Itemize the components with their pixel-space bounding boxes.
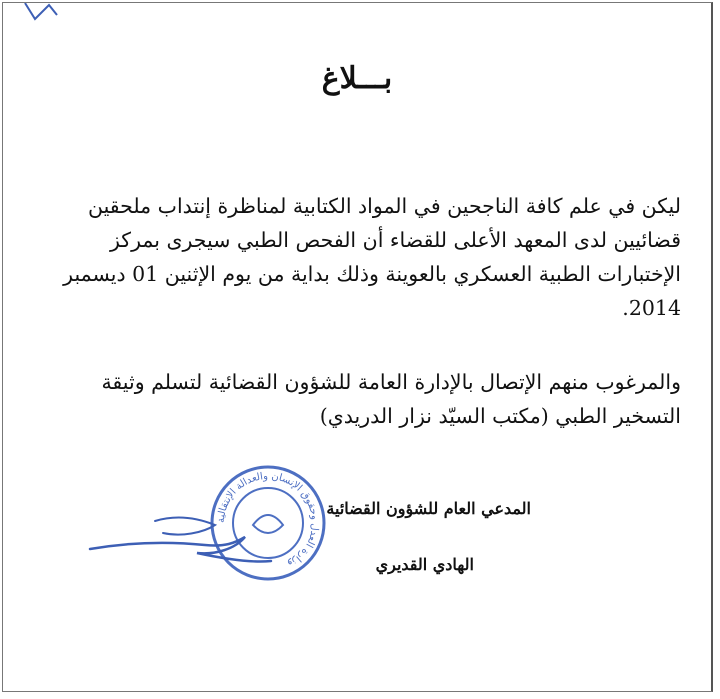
stamp-ring-text: وزارة العدل وحقوق الإنسان والعدالة الإنتقالية — [215, 470, 321, 570]
pen-corner-mark — [23, 3, 93, 27]
document-page — [2, 2, 713, 692]
paragraph-line: قضائيين لدى المعهد الأعلى للقضاء أن الفحص الطبي سيجرى بمركز — [110, 228, 681, 252]
document-title: بـــلاغ — [321, 61, 393, 96]
paragraph-announcement — [29, 189, 681, 325]
handwritten-signature — [85, 503, 275, 573]
signer-name: الهادي القديري — [375, 555, 474, 574]
paragraph-line: الإختبارات الطبية العسكري بالعوينة وذلك بداية من يوم الإثنين 01 ديسمبر — [63, 262, 681, 286]
paragraph-line: ليكن في علم كافة الناجحين في المواد الكتابية لمناظرة إنتداب ملحقين — [87, 194, 681, 218]
paragraph-line: والمرغوب منهم الإتصال بالإدارة العامة للشؤون القضائية لتسلم وثيقة — [101, 370, 681, 394]
paragraph-line: 2014. — [622, 296, 681, 320]
title-block — [3, 61, 711, 96]
paragraph-line: التسخير الطبي (مكتب السيّد نزار الدريدي) — [319, 404, 681, 428]
signer-title: المدعي العام للشؤون القضائية — [326, 499, 531, 518]
paragraph-contact — [29, 365, 681, 433]
